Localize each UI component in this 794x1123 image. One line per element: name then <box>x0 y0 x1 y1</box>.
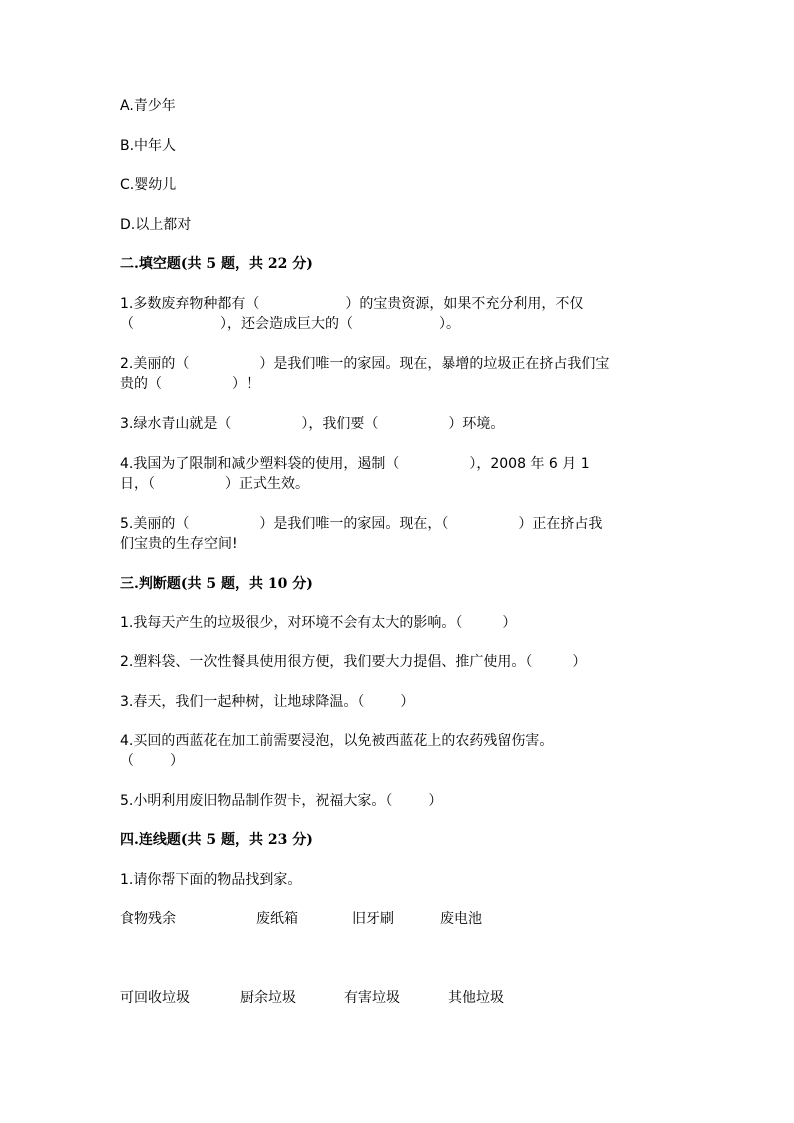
fill-q2-line2: 贵的（ ）！ <box>120 376 260 392</box>
fill-q2-line1: 2.美丽的（ ）是我们唯一的家园。现在，暴增的垃圾正在挤占我们宝 <box>120 356 610 372</box>
fill-q5-line2: 们宝贵的生存空间! <box>120 536 238 552</box>
match-item-food-waste: 食物残余 <box>120 911 176 927</box>
fill-q1-line2: （ ），还会造成巨大的（ ）。 <box>120 316 460 332</box>
option-b: B.中年人 <box>120 138 177 154</box>
section4-title: 四.连线题(共 5 题，共 23 分) <box>120 832 313 848</box>
match-item-battery: 废电池 <box>440 911 482 927</box>
match-bin-hazardous: 有害垃圾 <box>344 990 400 1006</box>
fill-q3: 3.绿水青山就是（ ），我们要（ ）环境。 <box>120 416 505 432</box>
match-bin-kitchen: 厨余垃圾 <box>240 990 296 1006</box>
judge-q4-line2: （ ） <box>120 753 184 769</box>
match-bin-recyclable: 可回收垃圾 <box>120 990 190 1006</box>
match-item-toothbrush: 旧牙刷 <box>352 911 394 927</box>
fill-q4-line2: 日，（ ）正式生效。 <box>120 476 309 492</box>
option-a: A.青少年 <box>120 98 176 114</box>
judge-q2: 2.塑料袋、一次性餐具使用很方便，我们要大力提倡、推广使用。（ ） <box>120 654 587 670</box>
section2-title: 二.填空题(共 5 题，共 22 分) <box>120 256 313 272</box>
judge-q4-line1: 4.买回的西蓝花在加工前需要浸泡，以免被西蓝花上的农药残留伤害。 <box>120 733 554 749</box>
match-item-cardboard: 废纸箱 <box>256 911 298 927</box>
section3-title: 三.判断题(共 5 题，共 10 分) <box>120 576 313 592</box>
fill-q4-line1: 4.我国为了限制和减少塑料袋的使用，遏制（ ），2008 年 6 月 1 <box>120 456 590 472</box>
fill-q1-line1: 1.多数废弃物种都有（ ）的宝贵资源，如果不充分利用，不仅 <box>120 296 584 312</box>
match-q1: 1.请你帮下面的物品找到家。 <box>120 872 302 888</box>
option-c: C.婴幼儿 <box>120 177 177 193</box>
judge-q5: 5.小明利用废旧物品制作贺卡，祝福大家。（ ） <box>120 793 443 809</box>
option-d: D.以上都对 <box>120 217 192 233</box>
fill-q5-line1: 5.美丽的（ ）是我们唯一的家园。现在，（ ）正在挤占我 <box>120 516 603 532</box>
judge-q1: 1.我每天产生的垃圾很少，对环境不会有太大的影响。（ ） <box>120 615 517 631</box>
match-bin-other: 其他垃圾 <box>448 990 504 1006</box>
judge-q3: 3.春天，我们一起种树，让地球降温。（ ） <box>120 694 415 710</box>
